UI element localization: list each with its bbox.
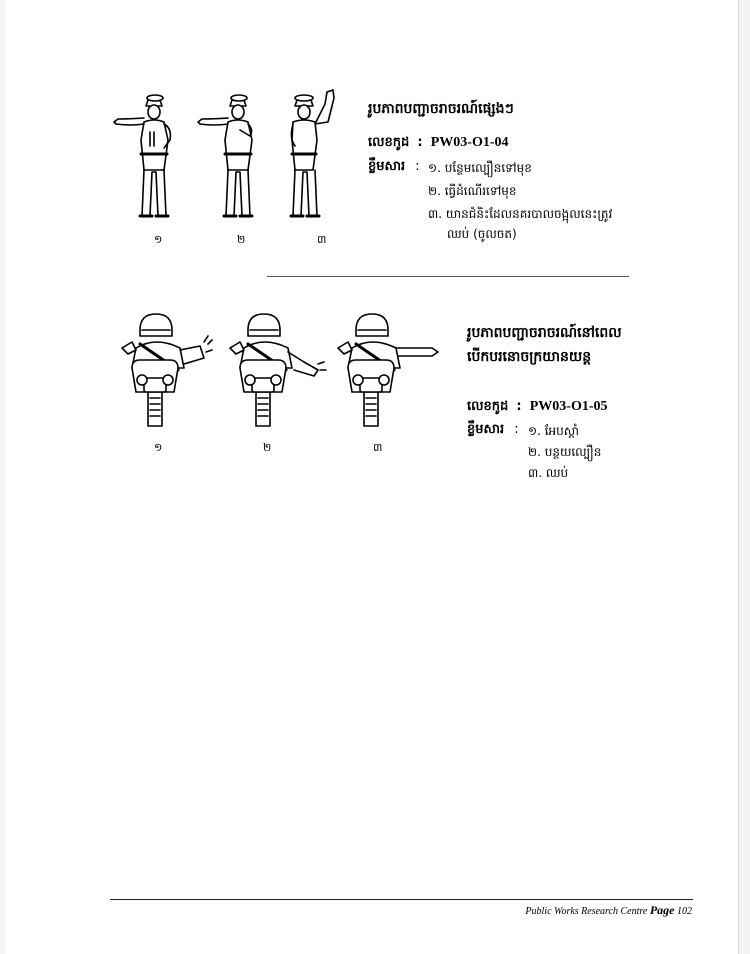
code-separator: :: [516, 399, 522, 414]
code-row: [467, 398, 608, 417]
list-item-continuation: ឈប់ (ចូលចត): [447, 227, 517, 241]
figure-number: ២: [263, 441, 272, 454]
code-separator: :: [417, 135, 423, 150]
list-item: ២. ធ្វើដំណើរទៅមុខ: [428, 184, 517, 198]
list-item: ២. បន្ថយល្បឿន: [528, 445, 602, 459]
footer-organization: Public Works Research Centre: [525, 906, 648, 917]
page-edge: [738, 0, 739, 954]
section-divider: [267, 276, 629, 277]
code-label: លេខកូដ: [467, 399, 509, 414]
motorcycle-gesture-figure-1: [118, 308, 222, 438]
meaning-label: ខ្លឹមសារ: [368, 159, 406, 174]
meaning-label-row: [368, 158, 420, 177]
police-gesture-figure-3: [285, 88, 349, 228]
meaning-label-row: [467, 421, 519, 440]
code-value: PW03-O1-05: [529, 399, 608, 414]
list-item: ៣. យានជំនិះដែលនគរបាលចង្អុលនេះត្រូវ: [428, 207, 613, 221]
figure-number: ៣: [373, 441, 383, 454]
motorcycle-gesture-figure-2: [226, 308, 330, 438]
figure-number: ៣: [317, 233, 327, 246]
meaning-separator: :: [415, 159, 420, 174]
figure-number: ២: [237, 233, 246, 246]
footer-rule: [110, 899, 693, 900]
code-row: [368, 134, 509, 153]
police-gesture-figure-1: [108, 92, 188, 228]
meaning-label: ខ្លឹមសារ: [467, 422, 505, 437]
code-value: PW03-O1-04: [430, 135, 509, 150]
list-item: ១. បន្ថែមល្បឿនទៅមុខ: [428, 161, 532, 175]
police-gesture-figure-2: [192, 92, 272, 228]
footer-page-number: 102: [677, 906, 692, 917]
list-item: ៣. ឈប់: [528, 466, 569, 480]
section-title: រូបភាពបញ្ជាចរាចរណ៍ផ្សេងៗ: [368, 101, 514, 117]
motorcycle-gesture-figure-3: [334, 308, 444, 438]
meaning-separator: :: [514, 422, 519, 437]
code-label: លេខកូដ: [368, 135, 410, 150]
list-item: ១. អែបស្ដាំ: [528, 424, 579, 438]
page-footer: [525, 903, 692, 918]
section-title-line-1: រូបភាពបញ្ជាចរាចរណ៍នៅពេល: [467, 325, 622, 341]
footer-page-label: Page: [649, 903, 675, 917]
section-title-line-2: បើកបរនោចក្រយានយន្ត: [467, 349, 592, 365]
figure-number: ១: [154, 441, 163, 454]
figure-number: ១: [154, 233, 163, 246]
